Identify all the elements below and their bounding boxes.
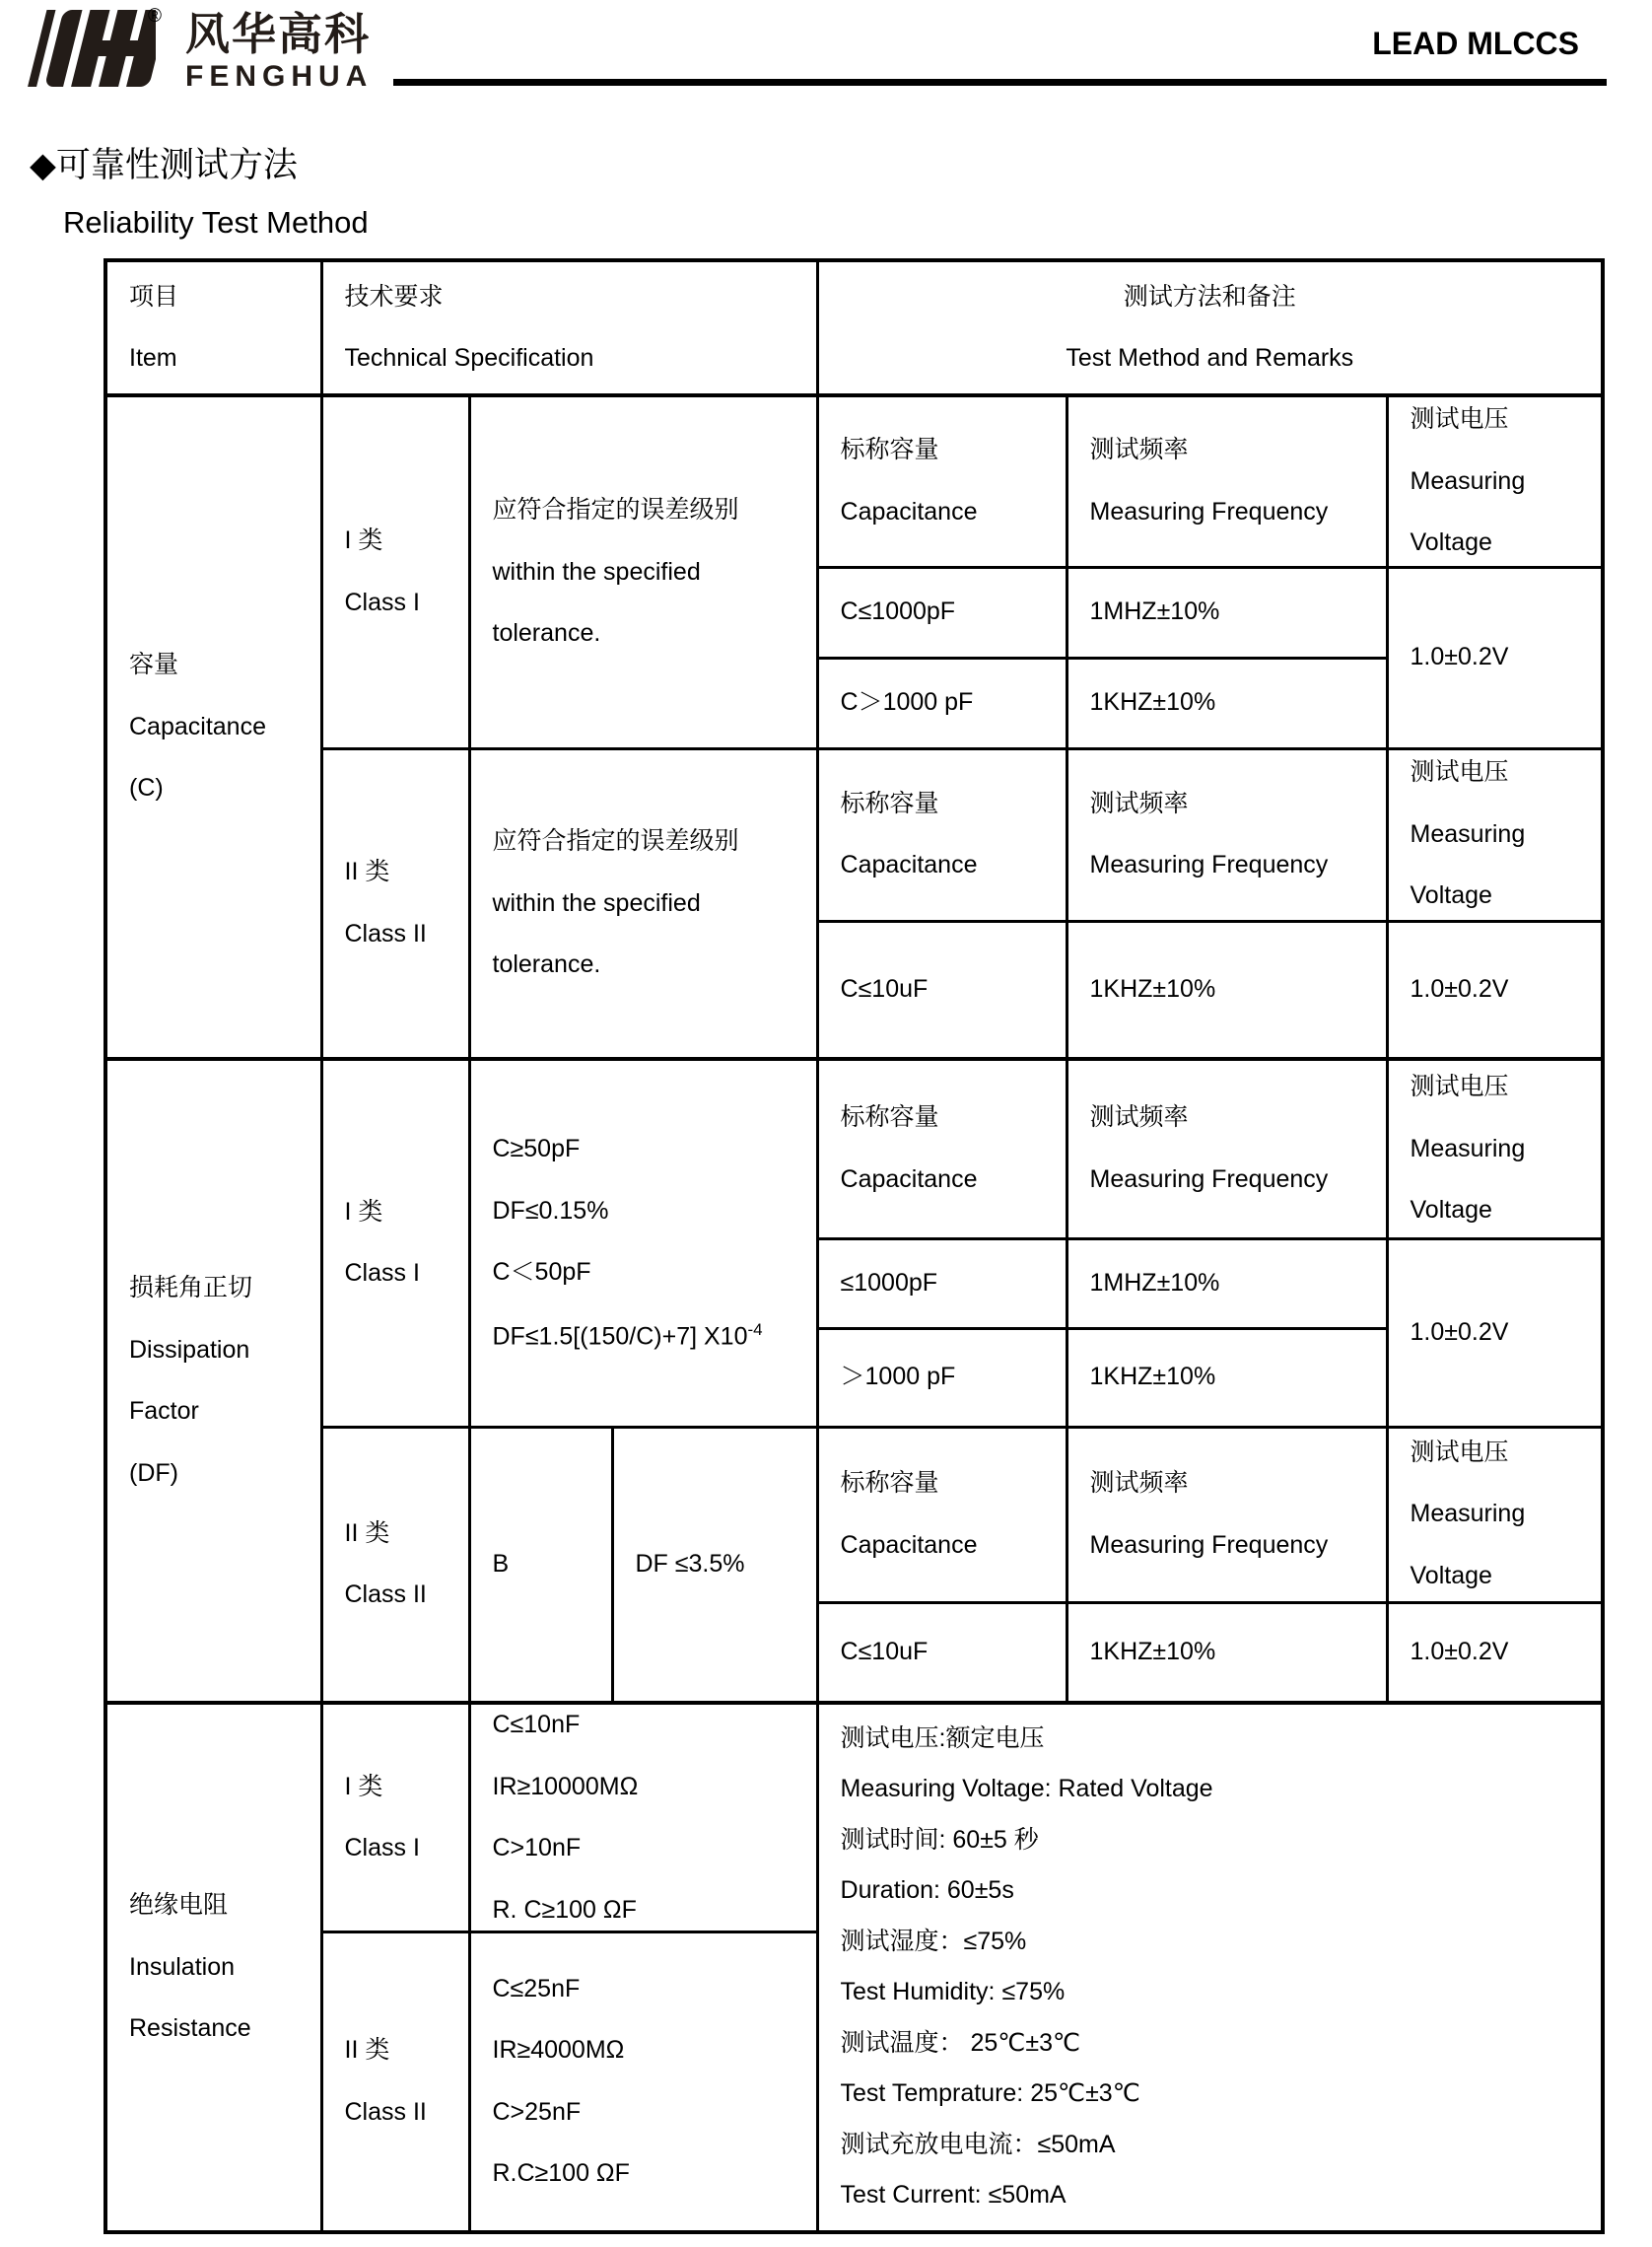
subhead-freq-cn: 测试频率 [1089, 1103, 1189, 1132]
spec-line: C≤10nF [492, 1711, 581, 1738]
df-class2-subheader-row [105, 1427, 1603, 1602]
class2-label-cn: II 类 [344, 2036, 390, 2065]
subhead-capacitance [817, 395, 1067, 567]
subhead-volt-cn: 测试电压 [1410, 1438, 1509, 1466]
condition-line: 测试湿度：≤75% [840, 1927, 1027, 1955]
condition-line: Test Temprature: 25℃±3℃ [840, 2079, 1140, 2108]
freq-value-cell: 1MHZ±10% [1067, 1238, 1387, 1328]
subhead-volt-en1: Measuring [1410, 819, 1526, 848]
item-label-cn: 项目 [129, 282, 179, 311]
df-class2-b-cell: B [469, 1427, 612, 1703]
method-label-cn: 测试方法和备注 [1123, 282, 1296, 311]
subhead-cap-en: Capacitance [840, 851, 978, 878]
ir-class1-cell [321, 1703, 469, 1932]
subhead-volt-en2: Voltage [1410, 528, 1492, 556]
subhead-freq-en: Measuring Frequency [1089, 851, 1329, 878]
cap-value-cell: ≤1000pF [817, 1238, 1067, 1328]
class2-label-en: Class II [344, 919, 427, 948]
df-class1-spec-cell [469, 1059, 817, 1427]
fenghua-logo-icon [26, 8, 156, 91]
class2-label-en: Class II [344, 2097, 427, 2126]
freq-value-cell: 1KHZ±10% [1067, 921, 1387, 1059]
subhead-frequency [1067, 748, 1387, 921]
class1-label-en: Class I [344, 1259, 420, 1288]
class2-label-cn: II 类 [344, 858, 390, 886]
header-cell-item [105, 260, 321, 395]
subhead-volt-cn: 测试电压 [1410, 758, 1509, 787]
df-class1-cell [321, 1059, 469, 1427]
subhead-freq-en: Measuring Frequency [1089, 1530, 1329, 1559]
df-item-code: (DF) [129, 1458, 178, 1487]
header-cell-spec [321, 260, 817, 395]
class1-label-en: Class I [344, 1834, 420, 1861]
subhead-voltage [1387, 1059, 1603, 1238]
subhead-voltage [1387, 748, 1603, 921]
item-cell-capacitance [105, 395, 321, 1059]
document-title: LEAD MLCCS [1372, 26, 1579, 61]
subhead-volt-cn: 测试电压 [1410, 405, 1509, 433]
capacitance-item-cn: 容量 [129, 651, 179, 679]
subhead-freq-en: Measuring Frequency [1089, 497, 1329, 526]
spec-line: within the specified [492, 888, 701, 917]
header-cell-method [817, 260, 1603, 395]
table-header-row [105, 260, 1603, 395]
page-title-english: Reliability Test Method [63, 205, 369, 240]
ir-item-cn: 绝缘电阻 [129, 1891, 229, 1919]
spec-label-cn: 技术要求 [344, 282, 444, 311]
subhead-cap-cn: 标称容量 [840, 1469, 939, 1497]
subhead-cap-en: Capacitance [840, 1530, 978, 1559]
df-class1-subheader-row [105, 1059, 1603, 1238]
cap-class2-subheader-row [105, 748, 1603, 921]
subhead-cap-cn: 标称容量 [840, 1103, 939, 1132]
ir-class2-cell [321, 1932, 469, 2232]
voltage-value-cell: 1.0±0.2V [1387, 567, 1603, 748]
brand-name-english: FENGHUA [185, 60, 374, 93]
class1-label-cn: I 类 [344, 1197, 383, 1226]
ir-class1-row [105, 1703, 1603, 1932]
subhead-cap-cn: 标称容量 [840, 436, 939, 464]
spec-line: C＜50pF [492, 1258, 591, 1287]
subhead-freq-cn: 测试频率 [1089, 436, 1189, 464]
class2-label-cn: II 类 [344, 1518, 390, 1547]
spec-line: R. C≥100 ΩF [492, 1895, 637, 1924]
cap-class1-subheader-row [105, 395, 1603, 567]
brand-block [185, 9, 374, 93]
voltage-value-cell: 1.0±0.2V [1387, 1238, 1603, 1427]
subhead-freq-cn: 测试频率 [1089, 789, 1189, 817]
df-item-cn: 损耗角正切 [129, 1274, 253, 1301]
subhead-freq-cn: 测试频率 [1089, 1469, 1189, 1497]
subhead-frequency [1067, 1059, 1387, 1238]
df-class2-cell [321, 1427, 469, 1703]
spec-line: within the specified [492, 557, 701, 586]
subhead-volt-en1: Measuring [1410, 466, 1526, 495]
subhead-capacitance [817, 1059, 1067, 1238]
class2-label-en: Class II [344, 1580, 427, 1609]
cap-class2-spec-cell [469, 748, 817, 1059]
spec-label-en: Technical Specification [344, 344, 594, 372]
class1-label-en: Class I [344, 588, 420, 616]
voltage-value-cell: 1.0±0.2V [1387, 921, 1603, 1059]
condition-line: Duration: 60±5s [840, 1876, 1014, 1905]
freq-value-cell: 1KHZ±10% [1067, 1328, 1387, 1427]
df-item-en2: Factor [129, 1397, 199, 1425]
condition-line: Measuring Voltage: Rated Voltage [840, 1775, 1213, 1803]
cap-value-cell: C≤10uF [817, 1602, 1067, 1703]
subhead-freq-en: Measuring Frequency [1089, 1164, 1329, 1193]
subhead-cap-cn: 标称容量 [840, 789, 939, 817]
freq-value-cell: 1KHZ±10% [1067, 1602, 1387, 1703]
condition-line: 测试充放电电流：≤50mA [840, 2130, 1116, 2158]
registered-trademark-icon: ® [148, 6, 162, 27]
freq-value-cell: 1KHZ±10% [1067, 658, 1387, 748]
cap-class1-spec-cell [469, 395, 817, 748]
cap-value-cell: C≤10uF [817, 921, 1067, 1059]
spec-line: IR≥10000MΩ [492, 1772, 639, 1800]
condition-line: Test Humidity: ≤75% [840, 1978, 1066, 2006]
cap-value-cell: ＞1000 pF [817, 1328, 1067, 1427]
subhead-capacitance [817, 1427, 1067, 1602]
spec-line: DF≤0.15% [492, 1196, 609, 1225]
method-label-en: Test Method and Remarks [1066, 344, 1354, 372]
spec-line: 应符合指定的误差级别 [492, 496, 739, 524]
subhead-cap-en: Capacitance [840, 497, 978, 526]
spec-line: tolerance. [492, 950, 601, 978]
cap-value-cell: C≤1000pF [817, 567, 1067, 658]
formula-exponent: -4 [747, 1319, 763, 1339]
page-title-chinese: ◆可靠性测试方法 [30, 146, 298, 184]
subhead-volt-en2: Voltage [1410, 881, 1492, 910]
df-class2-limit-cell: DF ≤3.5% [612, 1427, 817, 1703]
ir-conditions-cell [817, 1703, 1603, 2232]
reliability-test-table [103, 258, 1605, 2234]
item-cell-dissipation [105, 1059, 321, 1703]
ir-class1-spec-cell [469, 1703, 817, 1932]
voltage-value-cell: 1.0±0.2V [1387, 1602, 1603, 1703]
spec-line: R.C≥100 ΩF [492, 2159, 630, 2188]
cap-value-cell: C＞1000 pF [817, 658, 1067, 748]
spec-line: IR≥4000MΩ [492, 2036, 625, 2065]
freq-value-cell: 1MHZ±10% [1067, 567, 1387, 658]
condition-line: 测试温度： 25℃±3℃ [840, 2028, 1081, 2057]
ir-item-en2: Resistance [129, 2014, 251, 2042]
spec-line-formula [493, 1320, 812, 1352]
ir-class2-spec-cell [469, 1932, 817, 2232]
class1-label-cn: I 类 [344, 1772, 383, 1800]
subhead-volt-cn: 测试电压 [1410, 1073, 1509, 1100]
formula-base: DF≤1.5[(150/C)+7] X10 [492, 1321, 748, 1350]
spec-line: C>25nF [492, 2097, 582, 2126]
subhead-cap-en: Capacitance [840, 1164, 978, 1193]
subhead-volt-en2: Voltage [1410, 1196, 1492, 1224]
spec-line: C≥50pF [492, 1135, 581, 1163]
df-item-en1: Dissipation [129, 1335, 250, 1364]
condition-line: 测试电压:额定电压 [840, 1723, 1045, 1752]
ir-item-en1: Insulation [129, 1952, 236, 1981]
subhead-volt-en1: Measuring [1410, 1500, 1526, 1528]
subhead-volt-en2: Voltage [1410, 1561, 1492, 1589]
spec-line: 应符合指定的误差级别 [492, 827, 739, 855]
condition-line: Test Current: ≤50mA [840, 2181, 1067, 2210]
subhead-volt-en1: Measuring [1410, 1134, 1526, 1162]
subhead-frequency [1067, 395, 1387, 567]
spec-line: C≤25nF [492, 1974, 581, 2002]
header-divider-rule [393, 79, 1607, 86]
class1-label-cn: I 类 [344, 527, 383, 555]
spec-line: tolerance. [492, 619, 601, 647]
subhead-capacitance [817, 748, 1067, 921]
cap-class2-cell [321, 748, 469, 1059]
brand-name-chinese: 风华高科 [185, 9, 372, 59]
subhead-frequency [1067, 1427, 1387, 1602]
item-label-en: Item [129, 344, 177, 372]
subhead-voltage [1387, 1427, 1603, 1602]
subhead-voltage [1387, 395, 1603, 567]
spec-line: C>10nF [492, 1834, 582, 1861]
condition-line: 测试时间: 60±5 秒 [840, 1825, 1039, 1854]
capacitance-item-code: (C) [129, 774, 164, 803]
capacitance-item-en: Capacitance [129, 712, 266, 740]
item-cell-insulation [105, 1703, 321, 2232]
cap-class1-cell [321, 395, 469, 748]
